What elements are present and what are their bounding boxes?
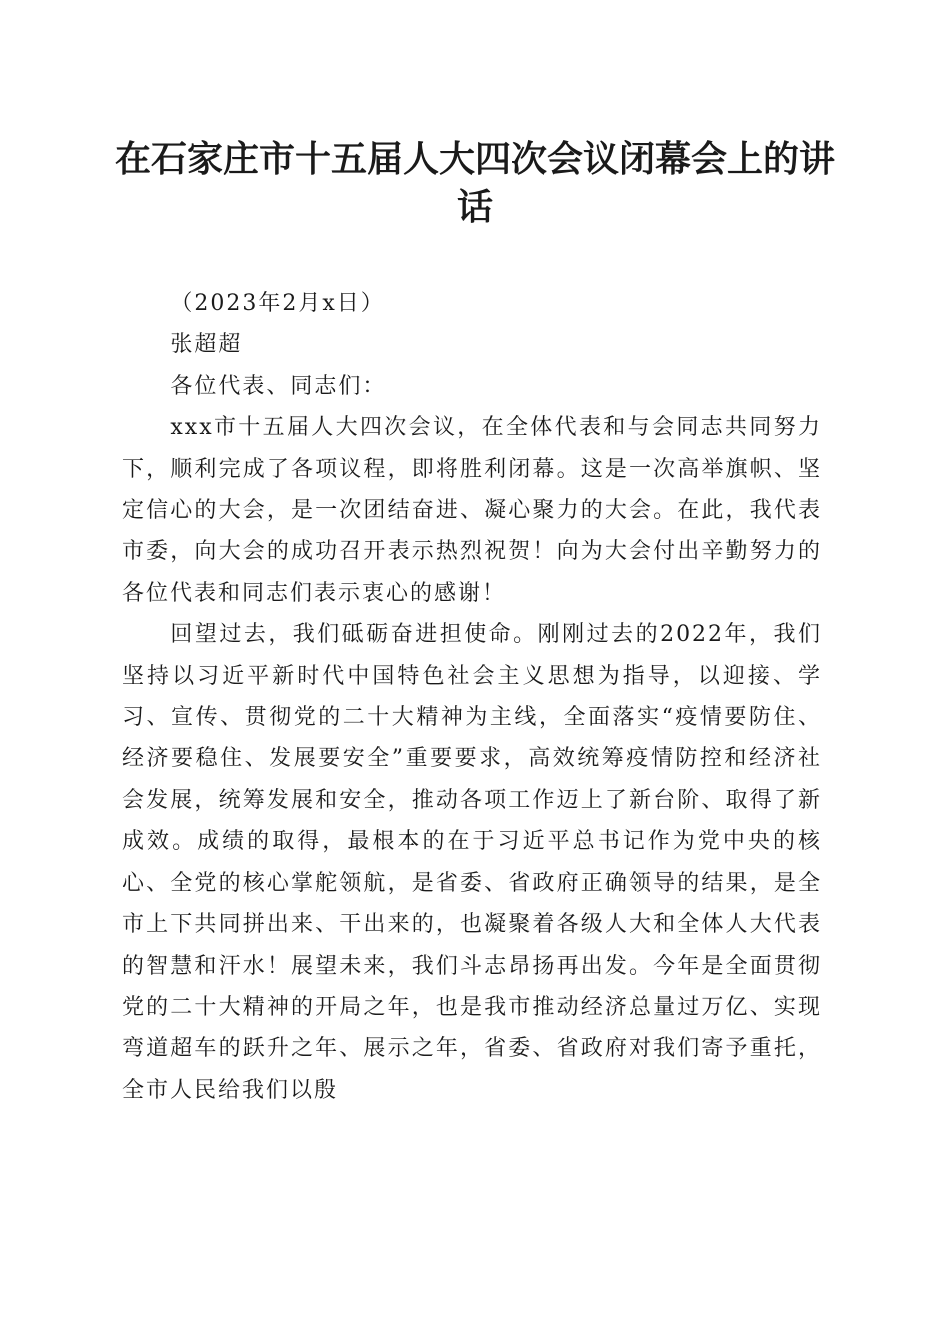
date-line: （2023年2月x日） bbox=[170, 291, 385, 316]
speaker-name: 张超超 bbox=[170, 332, 243, 358]
document-body bbox=[122, 283, 822, 1111]
document-title: 在石家庄市十五届人大四次会议闭幕会上的讲话 bbox=[114, 138, 835, 228]
paragraph: 回望过去，我们砥砺奋进担使命。刚刚过去的2022年，我们坚持以习近平新时代中国特色社会主义思想为指导，以迎接、学习、宣传、贯彻党的二十大精神为主线，全面落实“疫情要防住、经济要稳住、发展要安全”重要要求，高效统筹疫情防控和经济社会发展，统筹发展和安全，推动各项工作迈上了新台阶、取得了新成效。成绩的取得，最根本的在于习近平总书记作为党中央的核心、全党的核心掌舵领航，是省委、省政府正确领导的结果，是全市上下共同拼出来、干出来的，也凝聚着各级人大和全体人大代表的智慧和汗水！展望未来，我们斗志昂扬再出发。今年是全面贯彻党的二十大精神的开局之年，也是我市推动经济总量过万亿、实现弯道超车的跃升之年、展示之年，省委、省政府对我们寄予重托，全市人民给我们以殷 bbox=[122, 622, 822, 1103]
salutation: 各位代表、同志们： bbox=[170, 373, 387, 399]
paragraph: xxx市十五届人大四次会议，在全体代表和与会同志共同努力下，顺利完成了各项议程，即将胜利闭幕。这是一次高举旗帜、坚定信心的大会，是一次团结奋进、凝心聚力的大会。在此，我代表市委，向大会的成功召开表示热烈祝贺！向为大会付出辛勤努力的各位代表和同志们表示衷心的感谢！ bbox=[122, 415, 822, 606]
